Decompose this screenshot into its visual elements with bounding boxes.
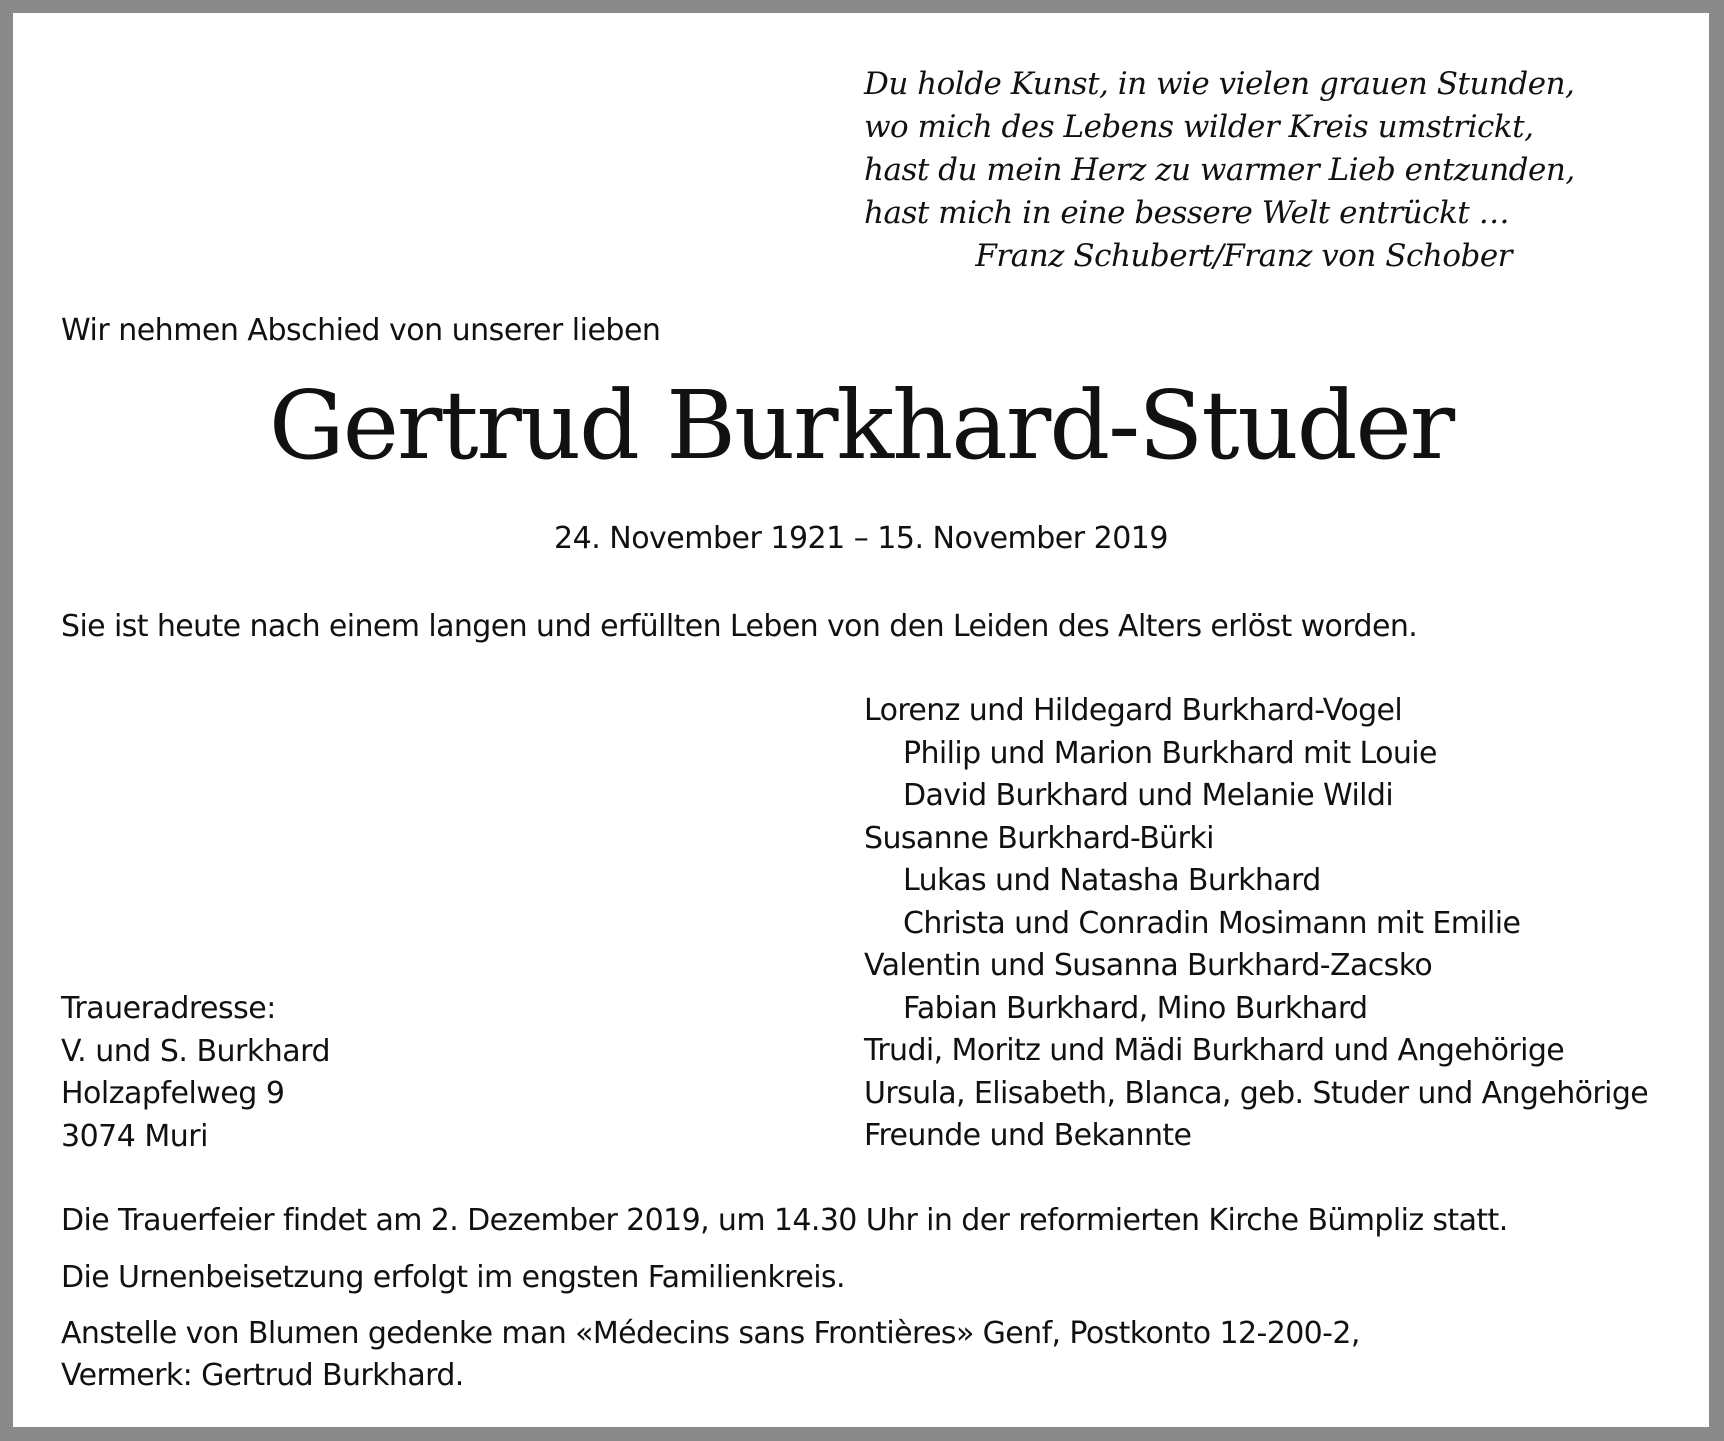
poem-line: wo mich des Lebens wilder Kreis umstrickt, [864, 109, 1534, 145]
address-city: 3074 Muri [61, 1118, 208, 1154]
address-name: V. und S. Burkhard [61, 1033, 330, 1069]
mourner-entry: Valentin und Susanna Burkhard-Zacsko [864, 948, 1433, 983]
mourner-entry: Lorenz und Hildegard Burkhard-Vogel [864, 693, 1403, 728]
poem-author: Franz Schubert/Franz von Schober [975, 238, 1512, 274]
mourner-entry: David Burkhard und Melanie Wildi [903, 778, 1394, 813]
address-label: Traueradresse: [61, 991, 276, 1026]
statement-text: Sie ist heute nach einem langen und erfüllten Leben von den Leiden des Alters erlöst worden. [61, 609, 1418, 644]
life-dates: 24. November 1921 – 15. November 2019 [554, 521, 1168, 556]
mourning-address [61, 988, 330, 1158]
obituary-page [13, 13, 1709, 1427]
burial-notice: Die Urnenbeisetzung erfolgt im engsten Familienkreis. [61, 1260, 845, 1295]
address-street: Holzapfelweg 9 [61, 1076, 285, 1111]
donation-remark: Vermerk: Gertrud Burkhard. [61, 1358, 464, 1393]
donation-notice: Anstelle von Blumen gedenke man «Médecins sans Frontières» Genf, Postkonto 12-200-2, [61, 1316, 1360, 1351]
poem-line: hast du mein Herz zu warmer Lieb entzunden, [864, 152, 1575, 188]
poem-line: Du holde Kunst, in wie vielen grauen Stunden, [864, 66, 1575, 102]
mourners-list [864, 690, 1694, 1158]
mourner-entry: Susanne Burkhard-Bürki [864, 820, 1214, 856]
mourner-entry: Freunde und Bekannte [864, 1118, 1192, 1153]
intro-text: Wir nehmen Abschied von unserer lieben [61, 313, 661, 348]
mourner-entry: Lukas und Natasha Burkhard [903, 863, 1321, 898]
mourner-entry: Fabian Burkhard, Mino Burkhard [903, 990, 1368, 1026]
deceased-name: Gertrud Burkhard-Studer [268, 371, 1454, 481]
mourner-entry: Philip und Marion Burkhard mit Louie [903, 735, 1437, 771]
mourner-entry: Trudi, Moritz und Mädi Burkhard und Angehörige [864, 1033, 1565, 1068]
ceremony-notice: Die Trauerfeier findet am 2. Dezember 2019, um 14.30 Uhr in der reformierten Kirche Bümpliz statt. [61, 1203, 1508, 1238]
mourner-entry: Christa und Conradin Mosimann mit Emilie [903, 905, 1521, 941]
poem-line: hast mich in eine bessere Welt entrückt … [864, 195, 1510, 231]
mourner-entry: Ursula, Elisabeth, Blanca, geb. Studer und Angehörige [864, 1075, 1649, 1111]
poem-quote [864, 63, 1575, 278]
